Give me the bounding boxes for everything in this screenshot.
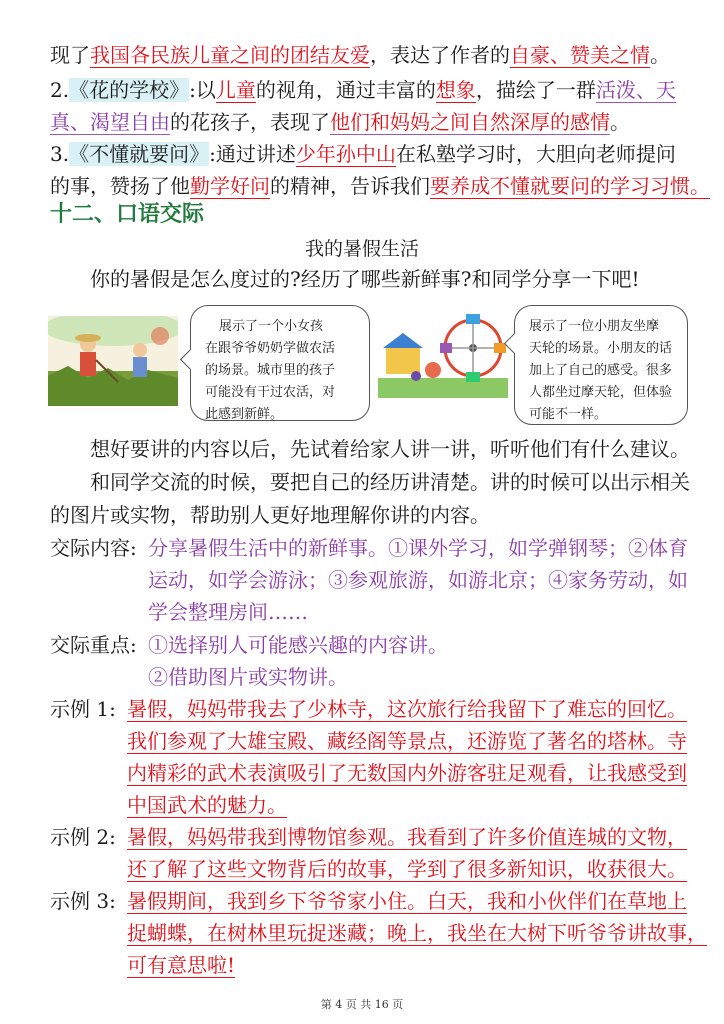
speech-bubble-2 [514,305,688,425]
paragraph-2b: 的图片或实物，帮助别人更好地理解你讲的内容。 [50,503,490,527]
text: ，表达了作者的 [370,43,510,67]
bubble-text: 加上了自己的感受。很多 [529,363,673,378]
item-number: 2. [50,78,70,102]
example-text: 还了解了这些文物背后的故事，学到了很多新知识，收获很大。 [127,857,687,881]
example-text: 我们参观了大雄宝殿、藏经阁等景点，还游览了著名的塔林。寺 [127,729,687,753]
example-text: 中国武术的魅力。 [127,793,287,817]
content-label: 交际内容: [50,536,137,560]
key-phrase: 少年孙中山 [295,142,396,166]
key-phrase: 自豪、赞美之情 [510,43,650,67]
example-text: 内精彩的武术表演吸引了无数国内外游客驻足观看，让我感受到 [127,761,687,785]
content-line-1: 分享暑假生活中的新鲜事。①课外学习，如学弹钢琴；②体育 [148,536,688,560]
focus-line-2: ②借助图片或实物讲。 [148,665,348,689]
content-line-3: 学会整理房间…… [148,600,308,624]
example-3-line-1 [127,886,687,916]
text: :以 [189,78,216,102]
text: 的精神，告诉我们 [270,174,430,198]
key-phrase: 儿童 [215,78,256,102]
key-phrase: 他们和妈妈之间自然深厚的感情 [330,110,610,134]
key-phrase: 真、渴望自由 [50,110,170,134]
key-phrase: 要养成不懂就要问的学习习惯。 [430,174,710,198]
oral-prompt: 你的暑假是怎么度过的?经历了哪些新鲜事?和同学分享一下吧! [90,267,640,291]
example-text: 暑假，妈妈带我去了少林寺，这次旅行给我留下了难忘的回忆。 [127,697,687,721]
page-number: 第 4 页 共 16 页 [320,998,404,1011]
key-phrase: 活泼、天 [595,78,676,102]
bubble-tail [180,349,201,370]
intro-line-2 [50,75,676,105]
example-1-line-1 [127,694,687,724]
text: 。 [610,110,630,134]
example-2-line-2 [127,854,687,884]
example-text: 暑假，妈妈带我到博物馆参观。我看到了许多价值连城的文物， [127,825,687,849]
text: :通过讲述 [209,142,296,166]
bubble-text: 在跟爷爷奶奶学做农活 [205,341,336,356]
bubble-text: 可能不一样。 [529,407,608,422]
text: 的事，赞扬了他 [50,174,190,198]
key-phrase: 想象 [435,78,476,102]
example-1-line-3 [127,758,687,788]
section-heading: 十二、口语交际 [50,201,205,227]
intro-line-1 [50,40,670,70]
item-number: 3. [50,142,70,166]
ferris-wheel-illustration [378,308,508,398]
example-text: 可有意思啦! [127,953,236,977]
focus-label: 交际重点: [50,633,137,657]
text: ，描绘了一群 [475,78,596,102]
bubble-text: 展示了一个小女孩 [219,319,324,334]
bubble-text: 天轮的场景。小朋友的话 [529,341,673,356]
example-2-label: 示例 2: [50,825,116,849]
text-title: 《花的学校》 [69,78,190,102]
intro-line-4 [50,139,676,169]
example-3-line-3 [127,950,235,980]
focus-line-1: ①选择别人可能感兴趣的内容讲。 [148,633,448,657]
example-1-line-4 [127,790,287,820]
example-text: 暑假期间，我到乡下爷爷家小住。白天，我和小伙伴们在草地上 [127,889,687,913]
paragraph-2a: 和同学交流的时候，要把自己的经历讲清楚。讲的时候可以出示相关 [90,470,690,494]
example-2-line-1 [127,822,687,852]
text: 在私塾学习时，大胆向老师提问 [395,142,676,166]
bubble-text: 的场景。城市里的孩子 [205,363,336,378]
text: 现了 [50,43,90,67]
example-1-label: 示例 1: [50,697,116,721]
paragraph-1: 想好要讲的内容以后，先试着给家人讲一讲，听听他们有什么建议。 [90,437,690,461]
intro-line-3 [50,107,630,137]
bubble-text: 可能没有干过农活，对 [205,385,336,400]
bubble-text: 展示了一位小朋友坐摩 [529,319,660,334]
text: 的花孩子，表现了 [170,110,330,134]
key-phrase: 我国各民族儿童之间的团结友爱 [90,43,370,67]
content-line-2: 运动，如学会游泳；③参观旅游，如游北京；④家务劳动，如 [148,568,688,592]
example-1-line-2 [127,726,687,756]
text: 的视角，通过丰富的 [255,78,436,102]
example-3-label: 示例 3: [50,889,116,913]
oral-title: 我的暑假生活 [304,238,419,260]
example-3-line-2 [127,918,707,948]
farming-illustration [48,316,178,406]
example-text: 捉蝴蝶，在树林里玩捉迷藏；晚上，我坐在大树下听爷爷讲故事， [127,921,707,945]
bubble-text: 此感到新鲜。 [205,407,284,422]
text: 。 [650,43,670,67]
speech-bubble-1 [190,305,370,421]
bubble-text: 人都坐过摩天轮，但体验 [529,385,673,400]
key-phrase: 勤学好问 [190,174,270,198]
text-title: 《不懂就要问》 [69,142,210,166]
